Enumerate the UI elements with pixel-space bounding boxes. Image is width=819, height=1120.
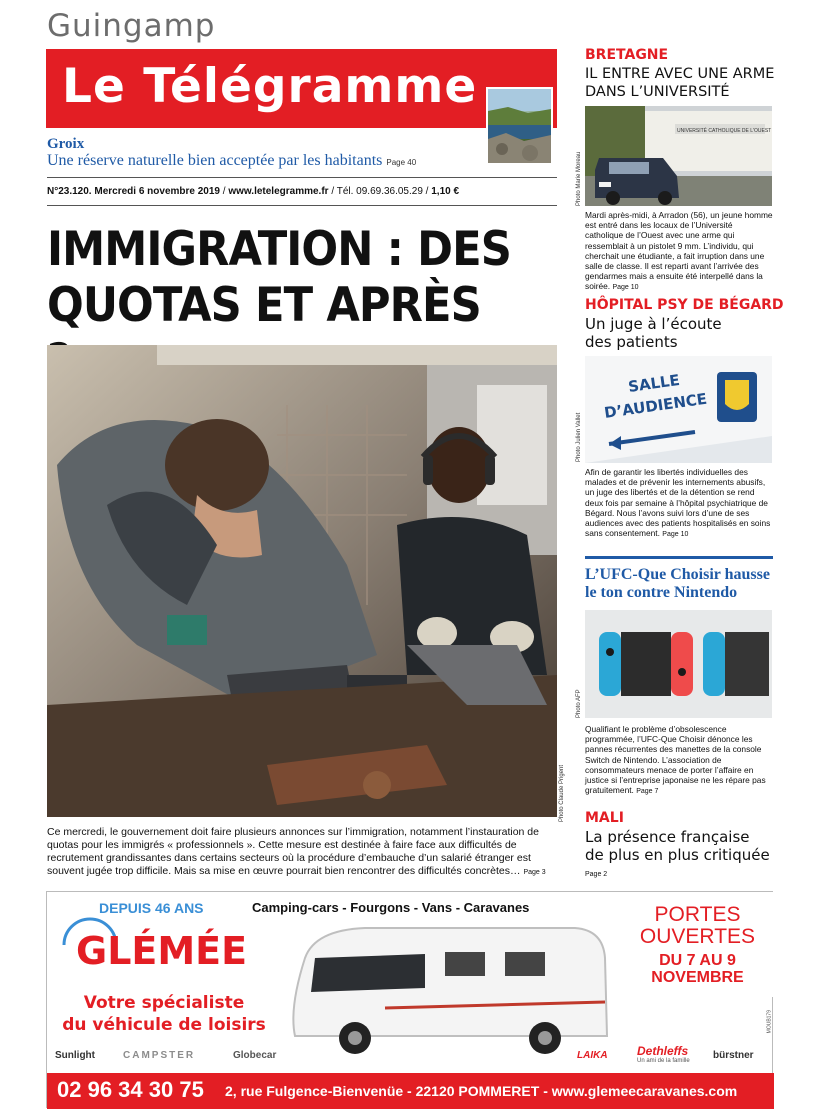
issue-phone: Tél. 09.69.36.05.29 <box>336 186 423 197</box>
ad-phone[interactable]: 02 96 34 30 75 <box>57 1077 204 1102</box>
ufc-photo-credit: Photo AFP <box>576 689 582 718</box>
hopital-headline[interactable] <box>585 315 722 351</box>
teaser-page: Page 40 <box>386 158 417 167</box>
ufc-body: Qualifiant le problème d’obsolescence programmée, l’UFC-Que Choisir dénonce les pannes récurrentes des manettes de la console Switch de Nintendo. L’association de consommateurs menace de porter l’affaire en justice si l’entreprise japonaise ne les répare pas gratuitement. <box>585 724 766 796</box>
hopital-text <box>585 467 773 540</box>
teaser-headline[interactable] <box>47 152 416 170</box>
bretagne-title-line-2: DANS L’UNIVERSITÉ <box>585 84 730 100</box>
bretagne-page: Page 10 <box>612 284 639 292</box>
hopital-kicker: HÔPITAL PSY DE BÉGARD <box>585 297 784 313</box>
motorhome-illustration <box>275 918 615 1068</box>
mali-page: Page 2 <box>585 871 608 878</box>
mali-title-line-2: de plus en plus critiquée <box>585 846 770 864</box>
divider <box>47 177 557 178</box>
sign-line-2: D’AUDIENCE <box>603 389 709 422</box>
masthead-title: Le Télégramme <box>62 59 478 114</box>
bretagne-kicker: BRETAGNE <box>585 47 669 63</box>
ufc-page: Page 7 <box>636 788 659 796</box>
edition-name: Guingamp <box>47 8 216 44</box>
mali-kicker: MALI <box>585 810 624 826</box>
university-sign: UNIVERSITÉ CATHOLIQUE DE L'OUEST <box>677 128 772 134</box>
portes-line-2: OUVERTES <box>639 925 756 948</box>
hopital-title-line-1: Un juge à l’écoute <box>585 315 722 333</box>
ufc-title-line-2: le ton contre Nintendo <box>585 584 738 601</box>
switch-illustration <box>585 610 772 718</box>
teaser-kicker: Groix <box>47 136 85 152</box>
ad-since: DEPUIS 46 ANS <box>99 900 204 916</box>
ad-categories: Camping-cars - Fourgons - Vans - Caravanes <box>252 900 530 915</box>
ufc-title-line-1: L’UFC-Que Choisir hausse <box>585 566 770 583</box>
bretagne-photo[interactable] <box>585 106 772 206</box>
issue-line: N°23.120. Mercredi 6 novembre 2019 / www.letelegramme.fr / Tél. 09.69.36.05.29 / 1,10 € <box>47 186 460 197</box>
ad-spec-line-2: du véhicule de loisirs <box>62 1015 266 1035</box>
hopital-body: Afin de garantir les libertés individuelles des malades et de prévenir les internements abusifs, un juge des libertés et de la détention se rend deux fois par semaine à l’hôpital psychiatrique de Bégard. Nous l’avons suivi lors d’une de ses audiences avec des patients hospitalisés en soins sans consentement. <box>585 467 771 539</box>
divider <box>47 205 557 206</box>
bretagne-title-line-1: IL ENTRE AVEC UNE ARME <box>585 66 775 82</box>
ad-reference: MOUB179 <box>766 1010 772 1034</box>
headline-line-1: IMMIGRATION : DES <box>47 222 511 277</box>
masthead[interactable] <box>46 49 557 128</box>
hopital-page: Page 10 <box>662 531 689 539</box>
portes-line-1: PORTES <box>654 903 741 926</box>
teaser-text: Une réserve naturelle bien acceptée par les habitants <box>47 152 383 169</box>
section-rule <box>585 556 773 559</box>
brand-campster: CAMPSTER <box>123 1050 196 1061</box>
ufc-text <box>585 724 773 797</box>
photo-credit: Photo Claude Prigent <box>559 765 565 823</box>
ufc-headline[interactable] <box>585 566 770 602</box>
lead-text: Ce mercredi, le gouvernement doit faire plusieurs annonces sur l’immigration, notamment l’instauration de quotas pour les immigrés « professionnels ». Cette mesure est destinée à faire face aux difficultés de recrutement grandissantes dans certains secteurs où la procédure d’embauche d’un salarié étranger est souvent jugée trop difficile. Mais sa mise en œuvre pourrait bien rencontrer des difficultés concrètes… <box>47 826 539 877</box>
mali-title-line-1: La présence française <box>585 828 750 846</box>
lead-page: Page 3 <box>523 869 546 876</box>
brand-burstner: bürstner <box>713 1050 754 1061</box>
brand-dethleffs: Dethleffs <box>637 1044 689 1058</box>
university-illustration <box>585 106 772 206</box>
workshop-illustration <box>47 345 557 817</box>
bretagne-photo-credit: Photo Marie Moreau <box>576 151 582 206</box>
portes-ouvertes <box>621 892 774 997</box>
ufc-photo[interactable] <box>585 610 772 718</box>
ad-footer <box>47 1073 774 1109</box>
brand-sunlight: Sunlight <box>55 1050 95 1061</box>
bretagne-text <box>585 210 773 294</box>
brand-dethleffs-tag: Un ami de la famille <box>637 1058 690 1064</box>
salle-audience-illustration <box>585 356 772 463</box>
ad-address[interactable]: 2, rue Fulgence-Bienvenüe - 22120 POMMERET - www.glemeecaravanes.com <box>225 1083 738 1099</box>
bretagne-headline[interactable] <box>585 65 774 101</box>
issue-price: 1,10 € <box>431 186 460 197</box>
ad-specialist <box>59 992 269 1036</box>
dates-line-2: NOVEMBRE <box>651 969 744 986</box>
headline-line-2: QUOTAS ET APRÈS <box>47 278 481 333</box>
issue-number: N°23.120. Mercredi 6 novembre 2019 <box>47 186 220 197</box>
lead-paragraph[interactable] <box>47 826 557 879</box>
brand-laika: LAIKA <box>577 1050 608 1061</box>
glemee-logo <box>60 916 260 974</box>
hopital-photo[interactable] <box>585 356 772 463</box>
main-photo[interactable] <box>47 345 565 823</box>
ad-spec-line-1: Votre spécialiste <box>83 993 245 1013</box>
issue-site[interactable]: www.letelegramme.fr <box>228 186 329 197</box>
sign-line-1: SALLE <box>627 370 681 396</box>
glemee-advertisement[interactable] <box>46 891 773 1108</box>
hopital-photo-credit: Photo Julien Vallet <box>576 412 582 462</box>
coast-illustration <box>488 89 551 163</box>
hopital-title-line-2: des patients <box>585 333 678 351</box>
mali-headline[interactable] <box>585 828 770 864</box>
ad-brand: GLÉMÉE <box>76 929 248 973</box>
dates-line-1: DU 7 AU 9 <box>659 952 736 969</box>
groix-teaser-photo[interactable] <box>486 87 553 165</box>
bretagne-body: Mardi après-midi, à Arradon (56), un jeune homme est entré dans les locaux de l’Université catholique de l’Ouest avec une arme qui ressemblait à un pistolet 9 mm. L’individu, qui cherchait une étudiante, a fait irruption dans une salle de classe. Il est reparti avant l’arrivée des gendarmes mais a ensuite été interpellé dans la soirée. <box>585 210 773 292</box>
brand-globecar: Globecar <box>233 1050 277 1061</box>
